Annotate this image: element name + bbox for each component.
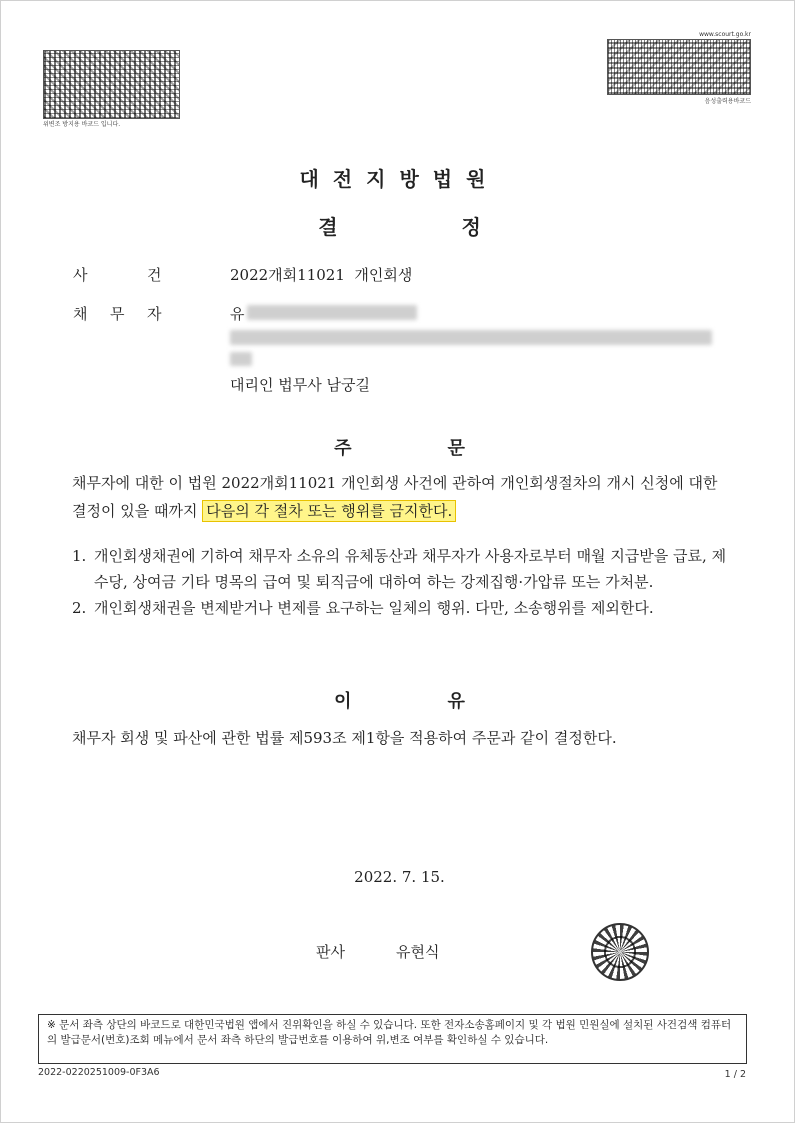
judge-seal-icon: [591, 923, 649, 981]
item-text: 개인회생채권을 변제받거나 변제를 요구하는 일체의 행위. 다만, 소송행위를 제외한다.: [94, 599, 654, 617]
reason-heading-char-2: 유: [447, 691, 465, 712]
court-name: 대전지방법원: [299, 167, 500, 191]
order-heading-char-2: 문: [447, 438, 465, 459]
case-label-char-1: 사: [73, 266, 88, 284]
redacted-debtor-info: [247, 305, 417, 320]
debtor-attorney: 대리인 법무사 남궁길: [230, 376, 370, 394]
item-text: 개인회생채권에 기하여 채무자 소유의 유체동산과 채무자가 사용자로부터 매월 지급받을 급료, 제수당, 상여금 기타 명목의 급여 및 퇴직금에 대하여 하는 강제집행·가압류 또는 가처분.: [94, 547, 727, 591]
order-body: [72, 469, 732, 525]
debtor-label-char-3: 자: [147, 305, 162, 323]
doc-type-char-1: 결: [318, 215, 338, 239]
case-label-char-2: 건: [147, 266, 162, 284]
order-body-text: 채무자에 대한 이 법원 2022개회11021 개인회생 사건에 관하여 개인회생절차의 개시 신청에 대한 결정이 있을 때까지: [72, 474, 718, 520]
case-number: 2022개회11021 개인회생: [230, 266, 413, 284]
redacted-debtor-address: [230, 330, 712, 345]
order-heading: [1, 434, 797, 460]
item-number: 1.: [72, 547, 87, 565]
barcode-left-caption: 위변조 방지용 바코드 입니다.: [43, 121, 121, 128]
list-item: [72, 543, 732, 595]
barcode-right-caption: 음성출력용바코드: [704, 98, 751, 105]
judge-name: 유현식: [396, 943, 440, 961]
page-number: 1 / 2: [724, 1069, 746, 1080]
verification-notice: ※ 문서 좌측 상단의 바코드로 대한민국법원 앱에서 진위확인을 하실 수 있습니다. 또한 전자소송홈페이지 및 각 법원 민원실에 설치된 사건검색 컴퓨터의 발급문서(번호)조회 메뉴에서 문서 좌측 하단의 발급번호를 이용하여 위,변조 여부를 확인하실 수 있습니다.: [38, 1014, 747, 1064]
reason-body: 채무자 회생 및 파산에 관한 법률 제593조 제1항을 적용하여 주문과 같이 결정한다.: [72, 729, 617, 747]
debtor-label-char-2: 무: [110, 305, 125, 323]
doc-type-char-2: 정: [461, 215, 481, 239]
barcode-right-url: www.scourt.go.kr: [699, 31, 751, 38]
anti-forgery-barcode: [43, 50, 180, 119]
reason-heading: [1, 687, 797, 713]
order-heading-char-1: 주: [334, 438, 352, 459]
redacted-debtor-address-cont: [230, 352, 252, 366]
debtor-label-char-1: 채: [73, 305, 88, 323]
item-number: 2.: [72, 599, 87, 617]
debtor-name-visible: 유: [230, 305, 245, 323]
list-item: [72, 595, 732, 621]
order-highlight: 다음의 각 절차 또는 행위를 금지한다.: [202, 500, 456, 522]
document-type: [1, 211, 797, 240]
audio-output-barcode: [607, 39, 751, 95]
reason-heading-char-1: 이: [334, 691, 352, 712]
judge-title: 판사: [316, 943, 345, 961]
issue-number: 2022-0220251009-0F3A6: [38, 1067, 160, 1078]
decision-date: 2022. 7. 15.: [354, 868, 445, 886]
order-items-list: [72, 543, 732, 621]
